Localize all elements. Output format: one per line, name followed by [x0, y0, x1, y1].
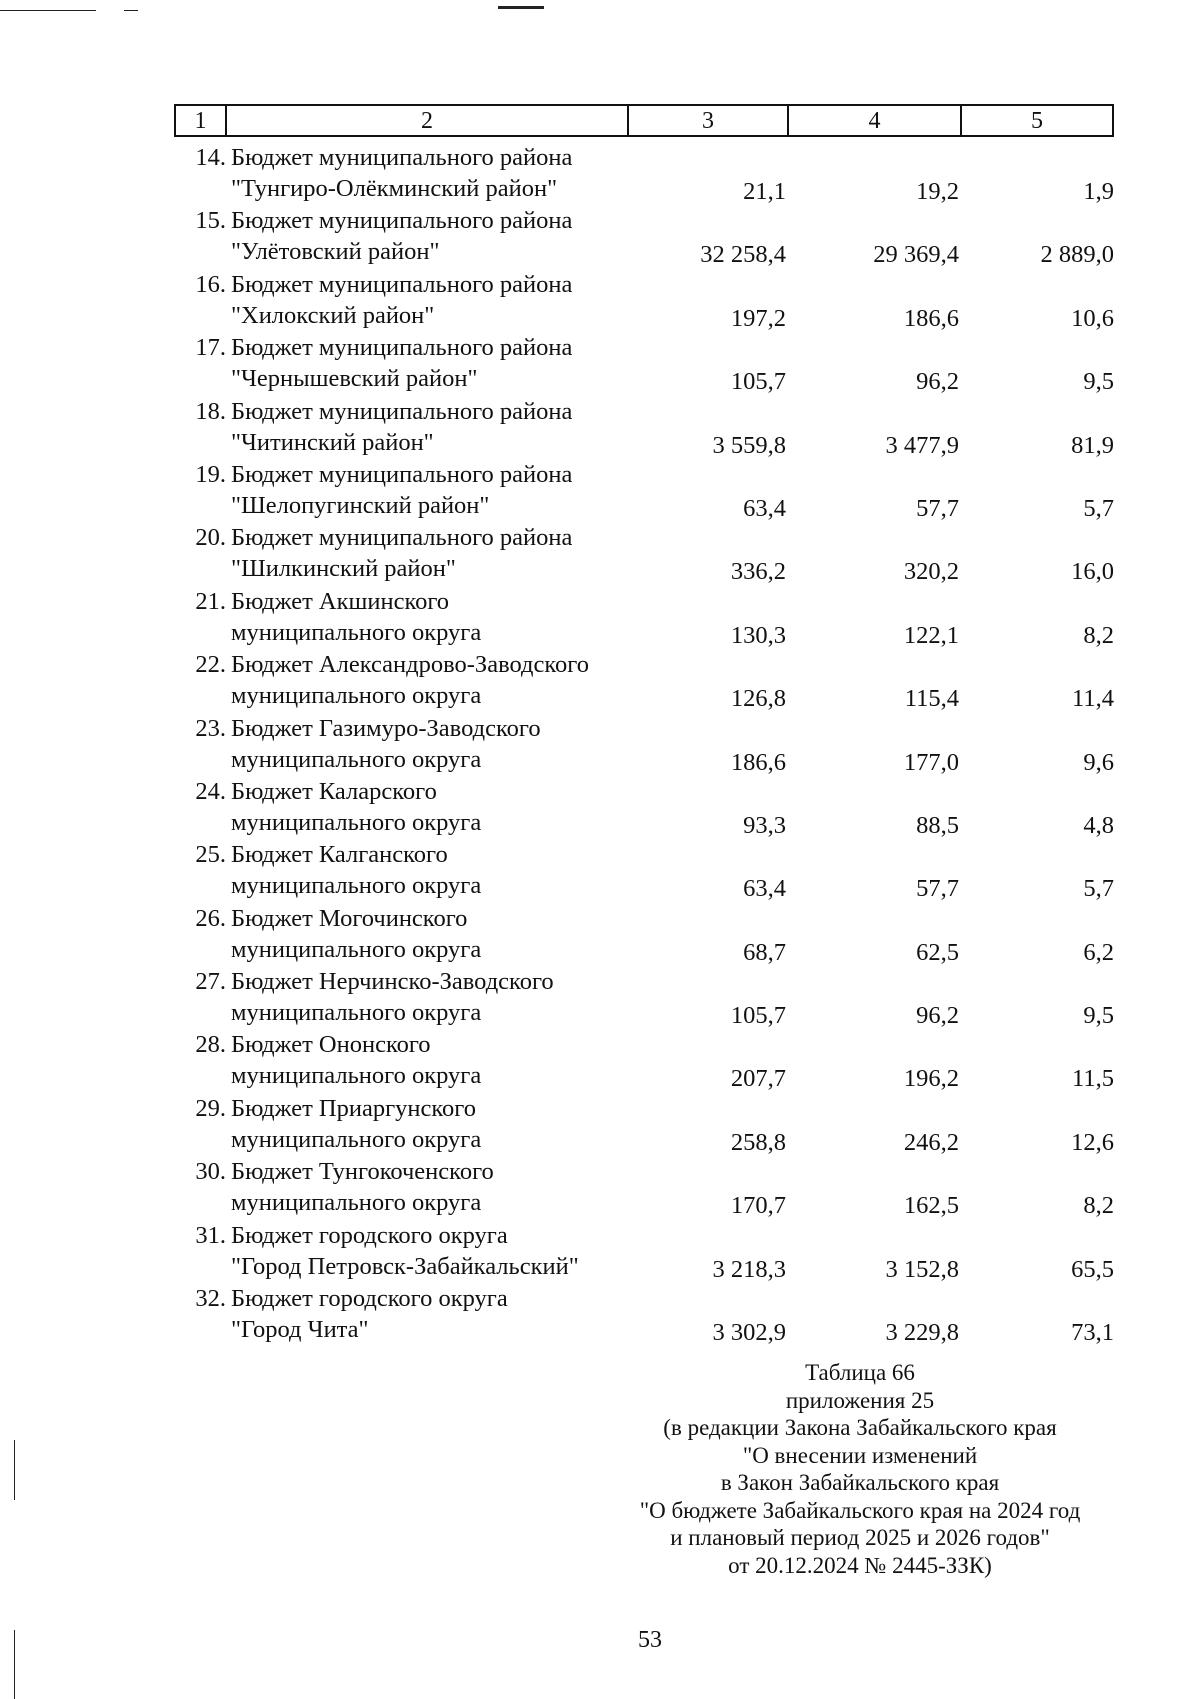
row-name-line2: "Улётовский район": [231, 238, 440, 266]
row-value-col3: 3 302,9: [712, 1319, 786, 1347]
row-value-col5: 16,0: [1071, 558, 1114, 586]
row-value-col4: 196,2: [903, 1065, 959, 1093]
row-name-line1: Бюджет Нерчинско-Заводского: [231, 968, 554, 996]
table-row: [0, 269, 1200, 332]
page-number: 53: [638, 1627, 662, 1653]
row-name-line1: Бюджет Акшинского: [231, 587, 450, 615]
table-body: [0, 142, 1200, 1346]
row-value-col5: 5,7: [1083, 875, 1114, 903]
row-number: 28.: [195, 1031, 226, 1059]
caption-line: от 20.12.2024 № 2445-ЗЗК): [728, 1552, 992, 1578]
row-name-line2: "Хилокский район": [231, 301, 435, 329]
row-name-line2: "Читинский район": [231, 428, 434, 456]
caption-line: приложения 25: [785, 1387, 935, 1413]
row-value-col4: 3 152,8: [885, 1255, 959, 1283]
row-name-line1: Бюджет Могочинского: [231, 904, 468, 932]
row-name-line1: Бюджет городского округа: [231, 1285, 508, 1313]
row-value-col4: 177,0: [903, 748, 959, 776]
row-name-line1: Бюджет Ононского: [231, 1031, 431, 1059]
row-value-col3: 63,4: [743, 875, 786, 903]
row-name-line2: муниципального округа: [231, 618, 482, 646]
row-value-col5: 65,5: [1071, 1255, 1114, 1283]
row-value-col3: 105,7: [730, 1002, 786, 1030]
caption-line: (в редакции Закона Забайкальского края: [663, 1415, 1057, 1440]
row-name-line2: муниципального округа: [231, 1189, 482, 1217]
row-name-line2: муниципального округа: [231, 872, 482, 900]
caption-line: Таблица 66: [805, 1360, 915, 1385]
caption-line: в Закон Забайкальского края: [720, 1470, 1000, 1495]
row-number: 31.: [195, 1221, 226, 1249]
row-name-line2: муниципального округа: [231, 808, 482, 836]
row-number: 27.: [195, 968, 226, 996]
row-value-col3: 3 559,8: [712, 431, 786, 459]
scan-artifact-edge: [14, 1630, 15, 1699]
scan-artifact-bar: [498, 6, 544, 9]
row-name-line1: Бюджет муниципального района: [231, 397, 573, 425]
row-value-col3: 68,7: [743, 938, 786, 966]
row-name-line1: Бюджет Газимуро-Заводского: [231, 714, 541, 742]
row-number: 16.: [195, 270, 226, 298]
row-name-line1: Бюджет муниципального района: [231, 144, 573, 171]
row-number: 29.: [195, 1094, 226, 1122]
row-value-col4: 88,5: [916, 811, 959, 839]
row-value-col4: 122,1: [903, 621, 959, 649]
row-number: 22.: [195, 651, 226, 679]
row-value-col3: 197,2: [730, 304, 786, 332]
row-value-col5: 12,6: [1071, 1128, 1114, 1156]
row-value-col5: 8,2: [1083, 1192, 1114, 1220]
row-value-col5: 9,6: [1083, 748, 1114, 776]
table-row: [0, 649, 1200, 712]
scan-artifact-dash: [124, 10, 138, 11]
row-name-line2: "Шелопугинский район": [231, 491, 490, 519]
row-number: 21.: [195, 587, 226, 615]
column-header-1: 1: [176, 106, 227, 135]
table-row: [0, 1093, 1200, 1156]
row-number: 26.: [195, 904, 226, 932]
row-number: 17.: [195, 334, 226, 362]
table-row: [0, 1029, 1200, 1092]
row-number: 19.: [195, 460, 226, 488]
row-number: 24.: [195, 777, 226, 805]
caption-line: "О внесении изменений: [742, 1442, 978, 1468]
row-name-line2: муниципального округа: [231, 745, 482, 773]
row-number: 14.: [195, 144, 226, 171]
row-name-line2: "Тунгиро-Олёкминский район": [231, 175, 558, 202]
column-header-3: 3: [629, 106, 789, 135]
row-value-col4: 246,2: [903, 1128, 959, 1156]
row-name-line1: Бюджет муниципального района: [231, 207, 573, 235]
row-name-line1: Бюджет Тунгокоченского: [231, 1158, 494, 1186]
row-value-col4: 115,4: [904, 685, 959, 713]
table-row: [0, 459, 1200, 522]
row-value-col4: 96,2: [916, 368, 959, 396]
table-row: [0, 396, 1200, 459]
row-name-line2: "Чернышевский район": [231, 365, 478, 393]
row-name-line1: Бюджет муниципального района: [231, 524, 573, 552]
row-name-line2: муниципального округа: [231, 1125, 482, 1153]
scan-artifact-line: [0, 10, 96, 11]
row-value-col3: 336,2: [730, 558, 786, 586]
row-value-col5: 2 889,0: [1040, 241, 1114, 269]
row-value-col3: 105,7: [730, 368, 786, 396]
row-number: 32.: [195, 1285, 226, 1313]
row-value-col5: 8,2: [1083, 621, 1114, 649]
row-value-col3: 207,7: [730, 1065, 786, 1093]
row-name-line1: Бюджет Каларского: [231, 777, 437, 805]
row-number: 30.: [195, 1158, 226, 1186]
table-row: [0, 522, 1200, 585]
row-value-col3: 258,8: [730, 1128, 786, 1156]
row-name-line1: Бюджет муниципального района: [231, 270, 573, 298]
table-row: [0, 776, 1200, 839]
row-value-col4: 19,2: [916, 178, 959, 205]
row-value-col4: 29 369,4: [873, 241, 959, 269]
row-value-col3: 170,7: [730, 1192, 786, 1220]
row-value-col5: 81,9: [1071, 431, 1114, 459]
row-value-col3: 186,6: [730, 748, 786, 776]
row-value-col4: 320,2: [903, 558, 959, 586]
row-value-col3: 21,1: [743, 178, 786, 205]
row-name-line1: Бюджет муниципального района: [231, 460, 573, 488]
column-header-table: [174, 104, 1114, 137]
table-row: [0, 713, 1200, 776]
row-value-col3: 130,3: [730, 621, 786, 649]
caption-line: и плановый период 2025 и 2026 годов": [670, 1525, 1050, 1550]
row-name-line2: муниципального округа: [231, 682, 482, 710]
table-row: [0, 903, 1200, 966]
row-value-col3: 126,8: [730, 685, 786, 713]
row-value-col4: 57,7: [916, 494, 959, 522]
row-value-col5: 11,5: [1072, 1065, 1114, 1093]
row-name-line2: муниципального округа: [231, 1062, 482, 1090]
row-value-col4: 57,7: [916, 875, 959, 903]
table-row: [0, 205, 1200, 268]
row-value-col3: 3 218,3: [712, 1255, 786, 1283]
row-value-col5: 9,5: [1083, 368, 1114, 396]
column-header-2: 2: [227, 106, 629, 135]
row-value-col4: 3 229,8: [885, 1319, 959, 1347]
scan-artifact-edge: [14, 1440, 15, 1500]
row-name-line1: Бюджет Приаргунского: [231, 1094, 476, 1122]
row-value-col4: 3 477,9: [885, 431, 959, 459]
row-value-col4: 162,5: [903, 1192, 959, 1220]
row-number: 20.: [195, 524, 226, 552]
row-number: 18.: [195, 397, 226, 425]
row-name-line1: Бюджет Александрово-Заводского: [231, 651, 589, 679]
row-value-col3: 93,3: [743, 811, 786, 839]
table-caption: [620, 1359, 1100, 1579]
row-value-col4: 62,5: [916, 938, 959, 966]
table-row: [0, 142, 1200, 205]
row-value-col5: 1,9: [1083, 178, 1114, 205]
column-header-4: 4: [789, 106, 962, 135]
row-value-col4: 186,6: [903, 304, 959, 332]
row-value-col5: 5,7: [1083, 494, 1114, 522]
table-row: [0, 1220, 1200, 1283]
row-value-col3: 32 258,4: [700, 241, 786, 269]
caption-line: "О бюджете Забайкальского края на 2024 год: [639, 1497, 1081, 1523]
row-value-col5: 9,5: [1083, 1002, 1114, 1030]
column-header-5: 5: [1031, 107, 1043, 134]
table-row: [0, 966, 1200, 1029]
table-row: [0, 1283, 1200, 1346]
row-name-line2: муниципального округа: [231, 999, 482, 1027]
row-name-line2: "Город Чита": [231, 1316, 369, 1344]
row-number: 15.: [195, 207, 226, 235]
row-name-line2: муниципального округа: [231, 935, 482, 963]
row-number: 25.: [195, 841, 226, 869]
row-name-line2: "Шилкинский район": [231, 555, 456, 583]
table-row: [0, 839, 1200, 902]
row-value-col4: 96,2: [916, 1002, 959, 1030]
table-row: [0, 586, 1200, 649]
table-row: [0, 1156, 1200, 1219]
row-name-line1: Бюджет городского округа: [231, 1221, 508, 1249]
row-name-line1: Бюджет муниципального района: [231, 334, 573, 362]
row-value-col3: 63,4: [743, 494, 786, 522]
row-value-col5: 73,1: [1071, 1319, 1114, 1347]
row-number: 23.: [195, 714, 226, 742]
table-row: [0, 332, 1200, 395]
row-name-line1: Бюджет Калганского: [231, 841, 448, 869]
row-value-col5: 10,6: [1071, 304, 1114, 332]
row-value-col5: 6,2: [1083, 938, 1114, 966]
row-value-col5: 11,4: [1072, 685, 1114, 713]
row-name-line2: "Город Петровск-Забайкальский": [231, 1252, 579, 1280]
row-value-col5: 4,8: [1083, 811, 1114, 839]
